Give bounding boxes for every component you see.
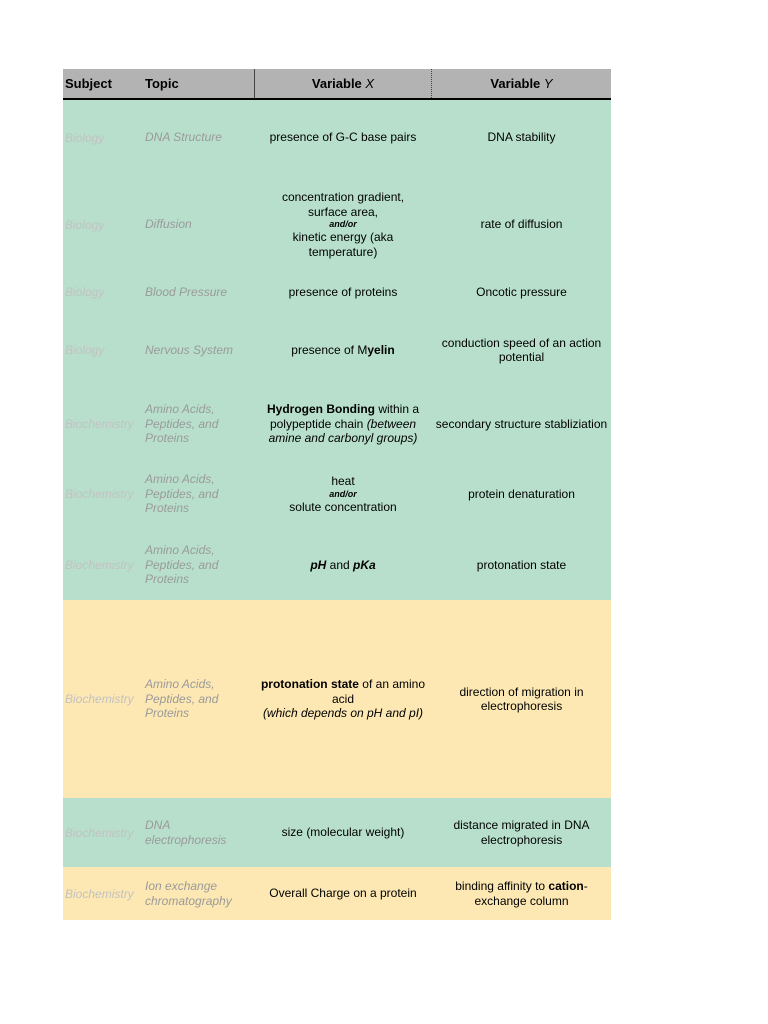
subject-cell: Biochemistry [65,886,134,901]
header-topic: Topic [145,76,179,91]
variable-y-cell: binding affinity to cation-exchange column [455,879,588,908]
variable-x-cell: presence of G-C base pairs [269,130,417,145]
topic-cell: Blood Pressure [145,284,228,299]
subject-cell: Biology [65,285,105,299]
header-variable-y: Variable Y [490,76,553,91]
subject-cell: Biochemistry [65,417,134,431]
subject-cell: Biology [65,343,105,357]
data-table [63,69,611,920]
subject-cell: Biochemistry [65,825,134,840]
topic-cell: Amino Acids, Peptides, and Proteins [145,677,219,721]
table-row [63,100,611,175]
variable-y-cell: Oncotic pressure [476,284,567,299]
header-variable-x: Variable X [254,69,432,98]
variable-y-cell: DNA stability [487,130,556,145]
variable-x-cell: size (molecular weight) [281,825,405,840]
variable-y-cell: conduction speed of an action potential [441,335,602,364]
table-row [63,458,611,530]
table-row [63,530,611,600]
topic-cell: Amino Acids, Peptides, and Proteins [145,543,219,587]
header-subject: Subject [65,76,112,91]
table-row [63,867,611,920]
variable-x-cell: presence of proteins [288,284,398,299]
variable-x-cell: Overall Charge on a protein [269,886,417,901]
variable-y-cell: rate of diffusion [480,217,563,232]
variable-y-cell: protonation state [476,557,567,572]
topic-cell: Diffusion [145,217,192,232]
table-row [63,175,611,274]
variable-x-cell: pH and pKa [310,557,376,572]
topic-cell: DNA Structure [145,130,222,145]
subject-cell: Biochemistry [65,692,134,706]
variable-x-cell: protonation state of an amino acid (which depends on pH and pI) [260,677,426,721]
subject-cell: Biochemistry [65,558,134,572]
topic-cell: Nervous System [145,342,234,357]
table-row [63,310,611,390]
table-header [63,69,611,100]
topic-cell: Ion exchange chromatography [145,879,232,908]
subject-cell: Biology [65,130,105,145]
topic-cell: Amino Acids, Peptides, and Proteins [145,472,219,516]
variable-x-cell: Hydrogen Bonding within a polypeptide chain (between amine and carbonyl groups) [266,402,420,446]
subject-cell: Biology [65,217,105,232]
variable-x-cell: concentration gradient, surface area, and/or kinetic energy (aka temperature) [281,190,405,259]
variable-x-cell: presence of Myelin [291,342,395,357]
subject-cell: Biochemistry [65,487,134,501]
variable-y-cell: secondary structure stabliziation [435,416,608,431]
variable-y-cell: direction of migration in electrophoresis [459,684,584,713]
variable-y-cell: distance migrated in DNA electrophoresis [453,818,590,847]
table-row [63,390,611,458]
table-row [63,798,611,867]
topic-cell: Amino Acids, Peptides, and Proteins [145,402,219,446]
topic-cell: DNA electrophoresis [145,818,227,847]
variable-y-cell: protein denaturation [468,486,575,501]
table-row [63,274,611,310]
table-row [63,600,611,798]
variable-x-cell: heat and/or solute concentration [289,474,397,514]
